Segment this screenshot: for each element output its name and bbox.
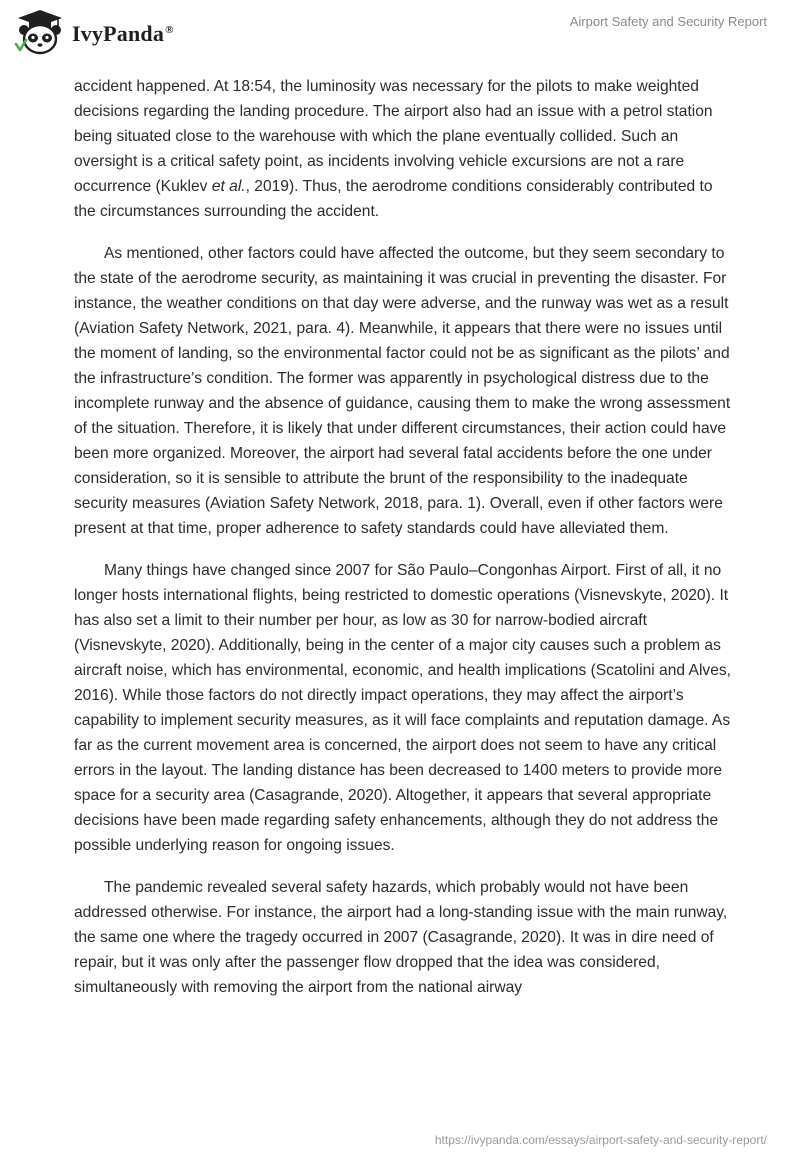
paragraph: Many things have changed since 2007 for São Paulo–Congonhas Airport. First of all, it no longer hosts international flights, being restricted to domestic operations (Visnevskyte, 2020). It has also set a limit to their number per hour, as low as 30 for narrow-bodied aircraft (Visnevskyte, 2020). Additionally, being in the center of a major city causes such a problem as aircraft noise, which has environmental, economic, and health implications (Scatolini and Alves, 2016). While those factors do not directly impact operations, they may affect the airport’s capability to implement security measures, as it will face complaints and reputation damage. As far as the current movement area is concerned, the airport does not seem to have any critical errors in the layout. The landing distance has been decreased to 1400 meters to provide more space for a security area (Casagrande, 2020). Altogether, it appears that several appropriate decisions have been made regarding safety enhancements, although they do not address the possible underlying reason for ongoing issues. xyxy=(74,562,732,854)
essay-body xyxy=(74,74,734,1017)
brand-name: IvyPanda® xyxy=(72,21,174,46)
panda-graduation-cap-icon xyxy=(14,8,66,56)
document-title: Airport Safety and Security Report xyxy=(569,14,767,29)
brand-logo[interactable] xyxy=(14,8,174,56)
source-url[interactable]: https://ivypanda.com/essays/airport-safety-and-security-report/ xyxy=(434,1133,767,1147)
paragraph: accident happened. At 18:54, the luminosity was necessary for the pilots to make weighted decisions regarding the landing procedure. The airport also had an issue with a petrol station being situated close to the warehouse with which the plane eventually collided. Such an oversight is a critical safety point, as incidents involving vehicle excursions are not a rare occurrence (Kuklev et al., 2019). Thus, the aerodrome conditions considerably contributed to the circumstances surrounding the accident. xyxy=(74,78,713,220)
paragraph: The pandemic revealed several safety hazards, which probably would not have been addressed otherwise. For instance, the airport had a long-standing issue with the main runway, the same one where the tragedy occurred in 2007 (Casagrande, 2020). It was in dire need of repair, but it was only after the passenger flow dropped that the idea was considered, simultaneously with removing the airport from the national airway xyxy=(74,879,728,996)
paragraph: As mentioned, other factors could have affected the outcome, but they seem secondary to the state of the aerodrome security, as maintaining it was crucial in preventing the disaster. For instance, the weather conditions on that day were adverse, and the runway was wet as a result (Aviation Safety Network, 2021, para. 4). Meanwhile, it appears that there were no issues until the moment of landing, so the environmental factor could not be as significant as the pilots’ and the infrastructure’s condition. The former was apparently in psychological distress due to the incomplete runway and the absence of guidance, causing them to make the wrong assessment of the situation. Therefore, it is likely that under different circumstances, their action could have been more organized. Moreover, the airport had several fatal accidents before the one under consideration, so it is sensible to attribute the brunt of the responsibility to the inadequate security measures (Aviation Safety Network, 2018, para. 1). Overall, even if other factors were present at that time, proper adherence to safety standards could have alleviated them. xyxy=(74,245,731,537)
page-header xyxy=(0,0,800,70)
